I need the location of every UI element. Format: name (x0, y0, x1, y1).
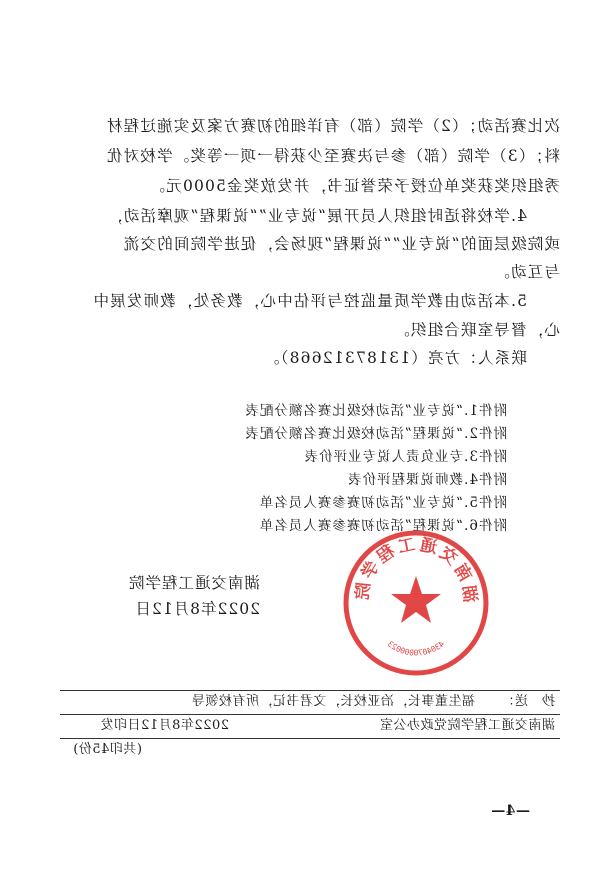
footer-rule-mid (60, 714, 560, 715)
footer-rule-bottom (60, 738, 560, 739)
footer-rule-top (60, 690, 560, 691)
official-seal (341, 528, 491, 678)
signing-org: 湖南交通工程学院 (127, 574, 260, 592)
body-line: 与互动。 (493, 263, 560, 281)
page-number: —4— (490, 803, 530, 819)
seal-star (391, 576, 441, 623)
body-line: 秀组织奖获奖单位授予荣誉证书，并发放奖金5000元。 (148, 177, 560, 195)
print-date: 2022年8月12日印发 (100, 718, 229, 733)
cc-text: 福生董事长，冶亚校长，文君书记，所有校领导 (191, 694, 475, 709)
copies-count: (共印45份) (72, 742, 142, 757)
body-line: 料；（3）学院（部）参与决赛至少获得一项一等奖。学校对优 (105, 147, 560, 165)
seal-name-text: 湖南交通工程学院 (352, 534, 480, 604)
attachment-item: 附件3.专业负责人说专业评价表 (303, 449, 507, 465)
body-line: 4.学校将适时组织人员开展“说专业”“说课程”观摩活动， (105, 207, 527, 225)
body-line: 心，督导室联合组织。 (392, 321, 560, 339)
issuing-office: 湖南交通工程学院党政办公室 (379, 718, 555, 733)
attachment-item: 附件4.教师说课程评价表 (347, 472, 507, 488)
signing-date: 2022年8月12日 (134, 600, 260, 618)
seal-code-text: 4304070000023 (385, 639, 447, 658)
body-line: 次比赛活动；（2）学院（部）有详细的初赛方案及实施过程材 (105, 117, 560, 135)
contact-line: 联系人：方亮（13187312668）。 (262, 349, 527, 367)
cc-label: 抄 送： (500, 694, 555, 709)
attachment-item: 附件6.“说课程”活动初赛参赛人员名单 (258, 518, 507, 534)
attachment-item: 附件2.“说课程”活动校级比赛名额分配表 (244, 426, 507, 442)
body-line: 5.本活动由教学质量监控与评估中心，教务处，教师发展中 (92, 292, 527, 310)
attachment-item: 附件5.“说专业”活动初赛参赛人员名单 (258, 495, 507, 511)
body-line: 或院级层面的“说专业”“说课程”现场会，促进学院间的交流 (122, 235, 560, 253)
attachment-item: 附件1.“说专业”活动校级比赛名额分配表 (244, 403, 507, 419)
